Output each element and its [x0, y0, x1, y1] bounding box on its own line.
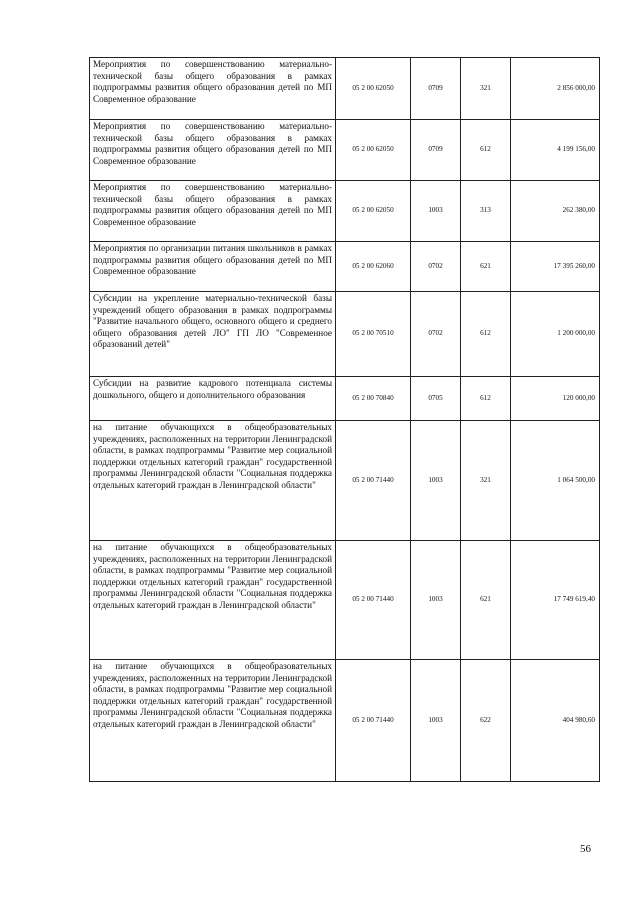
table-row [90, 292, 600, 377]
page-number: 56 [580, 843, 591, 855]
row-section: 1003 [411, 181, 461, 242]
row-target-article: 05 2 00 71440 [336, 421, 411, 541]
row-amount: 404 980,60 [511, 660, 600, 782]
row-section: 1003 [411, 421, 461, 541]
row-section: 0709 [411, 58, 461, 120]
row-section: 0709 [411, 120, 461, 181]
row-target-article: 05 2 00 62050 [336, 120, 411, 181]
row-expense-type: 621 [461, 242, 511, 292]
row-section: 0702 [411, 242, 461, 292]
row-section: 1003 [411, 541, 461, 660]
row-expense-type: 321 [461, 421, 511, 541]
row-expense-type: 321 [461, 58, 511, 120]
row-description: Субсидии на укрепление материально-технической базы учреждений общего образования в рамках подпрограммы "Развитие начального общего, основного общего и среднего общего образования детей ЛО" ГП ЛО "Современное образований детей" [90, 292, 336, 377]
table-row [90, 181, 600, 242]
row-target-article: 05 2 00 71440 [336, 541, 411, 660]
row-amount: 17 395 260,00 [511, 242, 600, 292]
row-expense-type: 612 [461, 377, 511, 421]
table-row [90, 660, 600, 782]
row-section: 1003 [411, 660, 461, 782]
table-row [90, 377, 600, 421]
row-description: Мероприятия по совершенствованию материально-технической базы общего образования в рамках подпрограммы развития общего образования детей по МП Современное образование [90, 58, 336, 120]
row-target-article: 05 2 00 71440 [336, 660, 411, 782]
table-row [90, 242, 600, 292]
row-target-article: 05 2 00 62050 [336, 58, 411, 120]
row-target-article: 05 2 00 70840 [336, 377, 411, 421]
row-description: Мероприятия по совершенствованию материально-технической базы общего образования в рамках подпрограммы развития общего образования детей по МП Современное образование [90, 120, 336, 181]
row-section: 0705 [411, 377, 461, 421]
row-amount: 1 064 500,00 [511, 421, 600, 541]
row-target-article: 05 2 00 62060 [336, 242, 411, 292]
table-row [90, 541, 600, 660]
row-amount: 120 000,00 [511, 377, 600, 421]
row-expense-type: 612 [461, 292, 511, 377]
row-target-article: 05 2 00 62050 [336, 181, 411, 242]
row-amount: 2 856 000,00 [511, 58, 600, 120]
row-amount: 262 380,00 [511, 181, 600, 242]
row-expense-type: 621 [461, 541, 511, 660]
row-amount: 17 749 619,40 [511, 541, 600, 660]
budget-table [89, 57, 600, 782]
table-row [90, 58, 600, 120]
row-expense-type: 313 [461, 181, 511, 242]
row-description: на питание обучающихся в общеобразовательных учреждениях, расположенных на территории Ленинградской области, в рамках подпрограммы "Развитие мер социальной поддержки отдельных категорий граждан" государственной программы Ленинградской области "Социальная поддержка отдельных категорий граждан в Ленинградской области" [90, 541, 336, 660]
row-description: Мероприятия по организации питания школьников в рамках подпрограммы развития общего образования детей по МП Современное образование [90, 242, 336, 292]
row-description: на питание обучающихся в общеобразовательных учреждениях, расположенных на территории Ленинградской области, в рамках подпрограммы "Развитие мер социальной поддержки отдельных категорий граждан" государственной программы Ленинградской области "Социальная поддержка отдельных категорий граждан в Ленинградской области" [90, 421, 336, 541]
row-section: 0702 [411, 292, 461, 377]
row-amount: 1 200 000,00 [511, 292, 600, 377]
row-expense-type: 622 [461, 660, 511, 782]
row-amount: 4 199 156,00 [511, 120, 600, 181]
table-row [90, 120, 600, 181]
table-row [90, 421, 600, 541]
row-description: Мероприятия по совершенствованию материально-технической базы общего образования в рамках подпрограммы развития общего образования детей по МП Современное образование [90, 181, 336, 242]
row-description: на питание обучающихся в общеобразовательных учреждениях, расположенных на территории Ленинградской области, в рамках подпрограммы "Развитие мер социальной поддержки отдельных категорий граждан" государственной программы Ленинградской области "Социальная поддержка отдельных категорий граждан в Ленинградской области" [90, 660, 336, 782]
row-expense-type: 612 [461, 120, 511, 181]
row-target-article: 05 2 00 70510 [336, 292, 411, 377]
row-description: Субсидии на развитие кадрового потенциала системы дошкольного, общего и дополнительного образования [90, 377, 336, 421]
